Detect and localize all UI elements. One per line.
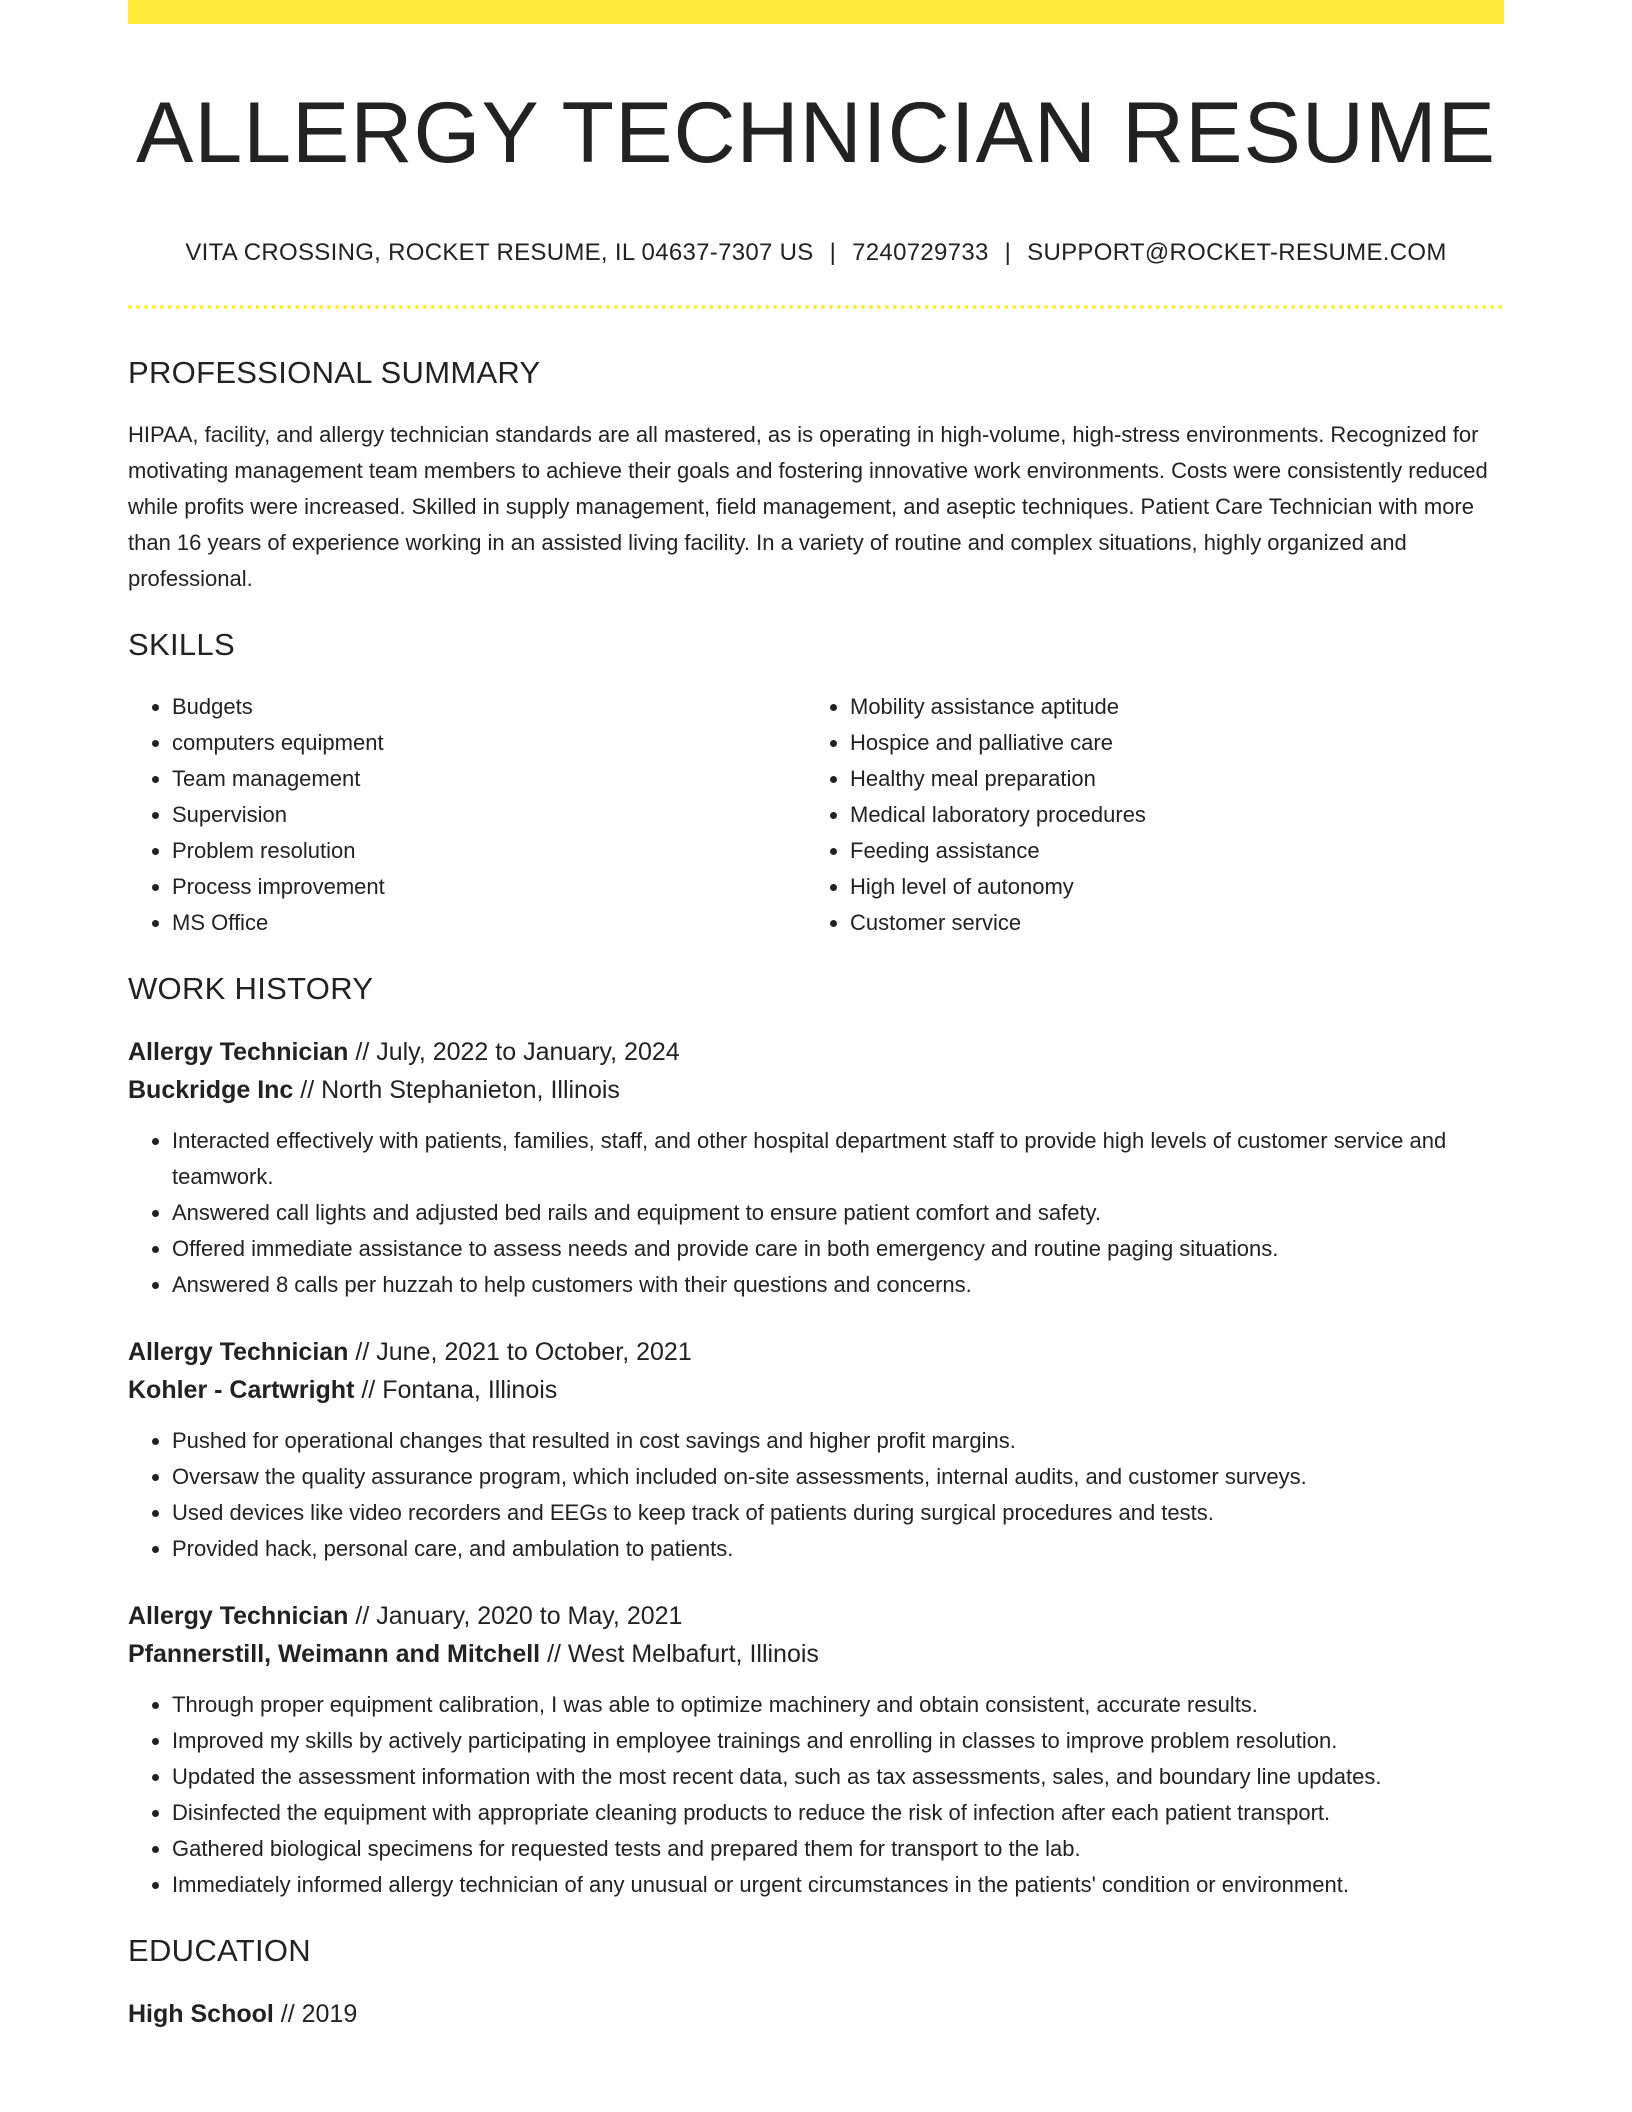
contact-separator: | <box>1004 238 1012 266</box>
resume-title: ALLERGY TECHNICIAN RESUME <box>136 85 1496 181</box>
job-bullets <box>128 1123 1504 1303</box>
job-title-line <box>128 1597 1504 1635</box>
job-title-line <box>128 1033 1504 1071</box>
job-company-line <box>128 1635 1504 1673</box>
job-company-line <box>128 1071 1504 1109</box>
job-bullet: • Answered 8 calls per huzzah to help customers with their questions and concerns. <box>172 1267 1504 1303</box>
job-bullet: • Interacted effectively with patients, families, staff, and other hospital department staff to provide high levels of customer service and teamwork. <box>172 1123 1504 1195</box>
skills-column-left <box>128 689 806 941</box>
job-entry <box>128 1033 1504 1303</box>
contact-separator: | <box>829 238 837 266</box>
work-history-heading: WORK HISTORY <box>128 970 374 1006</box>
education-heading: EDUCATION <box>128 1932 311 1968</box>
job-bullet: • Oversaw the quality assurance program, which included on-site assessments, internal audits, and customer surveys. <box>172 1459 1504 1495</box>
job-company: Buckridge Inc <box>128 1075 294 1104</box>
skill-item: • Healthy meal preparation <box>850 761 1484 797</box>
job-bullet: • Pushed for operational changes that resulted in cost savings and higher profit margins. <box>172 1423 1504 1459</box>
skill-item: • Budgets <box>172 689 806 725</box>
skill-item: • Problem resolution <box>172 833 806 869</box>
job-bullet: • Immediately informed allergy technician of any unusual or urgent circumstances in the patients' condition or environment. <box>172 1867 1504 1903</box>
resume-page <box>128 0 1504 2033</box>
summary-heading: PROFESSIONAL SUMMARY <box>128 354 541 390</box>
job-entry <box>128 1333 1504 1567</box>
job-location: // West Melbafurt, Illinois <box>547 1639 819 1668</box>
skill-item: • Feeding assistance <box>850 833 1484 869</box>
job-bullet: • Disinfected the equipment with appropriate cleaning products to reduce the risk of infection after each patient transport. <box>172 1795 1504 1831</box>
job-bullet: • Improved my skills by actively participating in employee trainings and enrolling in classes to improve problem resolution. <box>172 1723 1504 1759</box>
job-dates: // June, 2021 to October, 2021 <box>355 1337 692 1366</box>
skill-item: • High level of autonomy <box>850 869 1484 905</box>
job-entry <box>128 1597 1504 1903</box>
job-company: Pfannerstill, Weimann and Mitchell <box>128 1639 541 1668</box>
job-location: // North Stephanieton, Illinois <box>300 1075 620 1104</box>
dotted-divider <box>128 305 1504 309</box>
skill-item: • Team management <box>172 761 806 797</box>
job-company: Kohler - Cartwright <box>128 1375 355 1404</box>
job-bullet: • Used devices like video recorders and EEGs to keep track of patients during surgical procedures and tests. <box>172 1495 1504 1531</box>
job-bullet: • Updated the assessment information with the most recent data, such as tax assessments, sales, and boundary line updates. <box>172 1759 1504 1795</box>
job-dates: // January, 2020 to May, 2021 <box>355 1601 683 1630</box>
job-title-line <box>128 1333 1504 1371</box>
job-dates: // July, 2022 to January, 2024 <box>355 1037 680 1066</box>
contact-address: VITA CROSSING, ROCKET RESUME, IL 04637-7307 US <box>185 238 814 266</box>
summary-text: HIPAA, facility, and allergy technician standards are all mastered, as is operating in high-volume, high-stress environments. Recognized for motivating management team members to achieve their goals and fostering innovative work environments. Costs were consistently reduced while profits were increased. Skilled in supply management, field management, and aseptic techniques. Patient Care Technician with more than 16 years of experience working in an assisted living facility. In a variety of routine and complex situations, highly organized and professional. <box>128 421 1488 591</box>
education-degree: High School <box>128 1999 274 2028</box>
skill-item: • Medical laboratory procedures <box>850 797 1484 833</box>
job-location: // Fontana, Illinois <box>361 1375 558 1404</box>
contact-email: SUPPORT@ROCKET-RESUME.COM <box>1027 238 1447 266</box>
job-bullet: • Gathered biological specimens for requested tests and prepared them for transport to the lab. <box>172 1831 1504 1867</box>
skill-item: • computers equipment <box>172 725 806 761</box>
skill-item: • Supervision <box>172 797 806 833</box>
skill-item: • Process improvement <box>172 869 806 905</box>
education-entry <box>128 1995 1504 2033</box>
job-title: Allergy Technician <box>128 1601 349 1630</box>
job-bullet: • Provided hack, personal care, and ambulation to patients. <box>172 1531 1504 1567</box>
job-bullets <box>128 1423 1504 1567</box>
job-company-line <box>128 1371 1504 1409</box>
contact-line <box>128 239 1504 267</box>
skill-item: • Mobility assistance aptitude <box>850 689 1484 725</box>
job-bullet: • Through proper equipment calibration, I was able to optimize machinery and obtain consistent, accurate results. <box>172 1687 1504 1723</box>
skill-item: • Hospice and palliative care <box>850 725 1484 761</box>
job-bullets <box>128 1687 1504 1903</box>
skills-column-right <box>806 689 1484 941</box>
skill-item: • MS Office <box>172 905 806 941</box>
accent-bar <box>128 0 1504 24</box>
skill-item: • Customer service <box>850 905 1484 941</box>
job-bullet: • Offered immediate assistance to assess needs and provide care in both emergency and routine paging situations. <box>172 1231 1504 1267</box>
skills-heading: SKILLS <box>128 626 235 662</box>
education-year: // 2019 <box>280 1999 358 2028</box>
contact-phone: 7240729733 <box>852 238 989 266</box>
skills-list <box>128 689 1504 941</box>
job-bullet: • Answered call lights and adjusted bed rails and equipment to ensure patient comfort and safety. <box>172 1195 1504 1231</box>
job-title: Allergy Technician <box>128 1037 349 1066</box>
job-title: Allergy Technician <box>128 1337 349 1366</box>
